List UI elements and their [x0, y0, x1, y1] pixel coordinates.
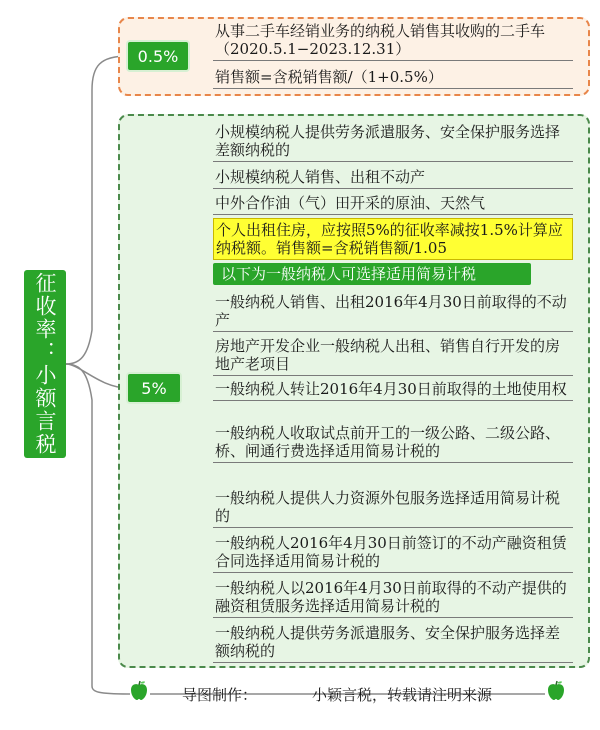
leaf-b-2: 小规模纳税人销售、出租不动产	[213, 166, 573, 189]
leaf-b-5-section-header: 以下为一般纳税人可选择适用简易计税	[213, 263, 531, 285]
leaf-a-2: 销售额=含税销售额/（1+0.5%）	[213, 66, 573, 89]
apple-icon	[128, 680, 150, 702]
rate-node-0-5: 0.5%	[128, 42, 188, 70]
apple-icon-right	[545, 680, 567, 702]
leaf-b-6: 一般纳税人销售、出租2016年4月30日前取得的不动产	[213, 291, 573, 332]
leaf-b-10: 一般纳税人提供人力资源外包服务选择适用简易计税的	[213, 487, 573, 528]
leaf-a-1: 从事二手车经销业务的纳税人销售其收购的二手车（2020.5.1−2023.12.31）	[213, 20, 573, 61]
leaf-b-11: 一般纳税人2016年4月30日前签订的不动产融资租赁合同选择适用简易计税的	[213, 532, 573, 573]
leaf-b-1: 小规模纳税人提供劳务派遣服务、安全保护服务选择差额纳税的	[213, 121, 573, 162]
leaf-b-3: 中外合作油（气）田开采的原油、天然气	[213, 192, 573, 215]
leaf-b-4-highlight: 个人出租住房，应按照5%的征收率减按1.5%计算应纳税额。销售额=含税销售额/1.05	[213, 218, 573, 260]
footer-title: 导图制作：	[182, 686, 258, 704]
root-node: 征收率：小额言税	[24, 270, 66, 458]
footer-author: 小颖言税，转载请注明来源	[312, 686, 493, 704]
leaf-b-9: 一般纳税人收取试点前开工的一级公路、二级公路、桥、闸通行费选择适用简易计税的	[213, 422, 573, 463]
leaf-b-13: 一般纳税人提供劳务派遣服务、安全保护服务选择差额纳税的	[213, 622, 573, 663]
rate-node-5: 5%	[128, 374, 180, 402]
leaf-b-7: 房地产开发企业一般纳税人出租、销售自行开发的房地产老项目	[213, 335, 573, 376]
leaf-b-12: 一般纳税人以2016年4月30日前取得的不动产提供的融资租赁服务选择适用简易计税的	[213, 577, 573, 618]
leaf-b-8: 一般纳税人转让2016年4月30日前取得的土地使用权	[213, 378, 573, 401]
